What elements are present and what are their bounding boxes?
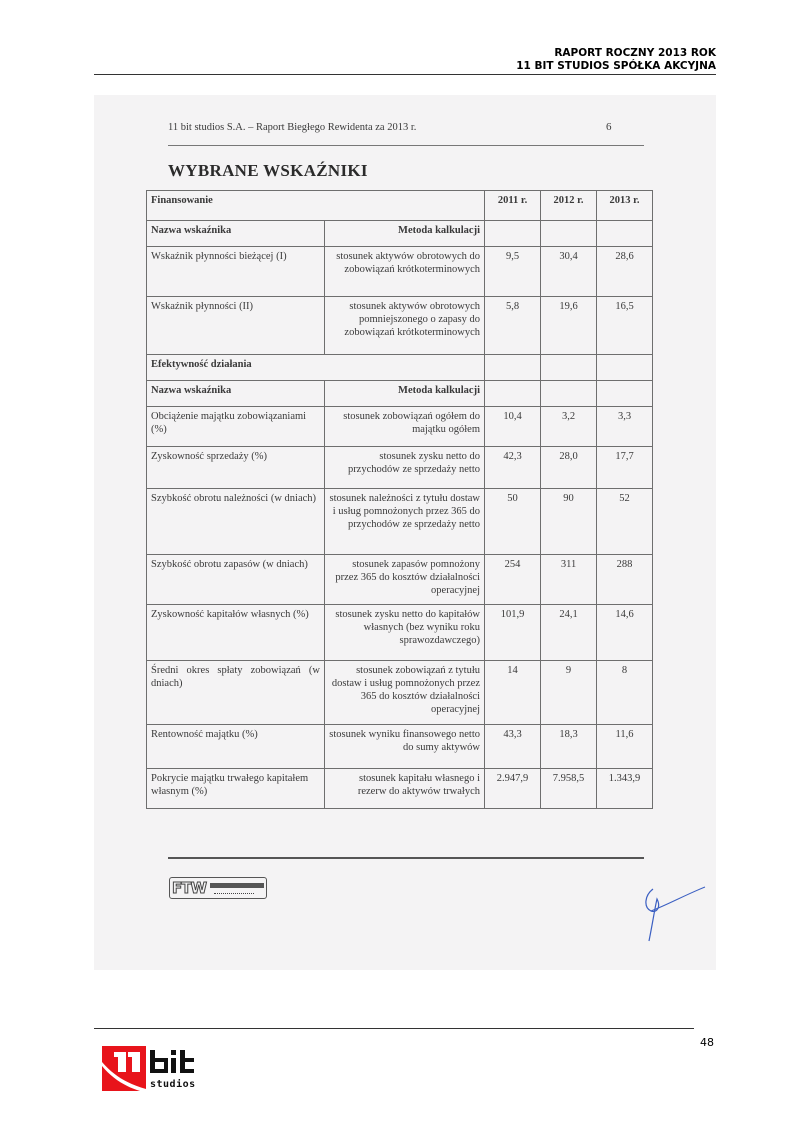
year-header: 2013 r. — [597, 191, 653, 221]
column-header-row — [147, 221, 653, 247]
indicator-name: Obciążenie majątku zobowiązaniami (%) — [147, 407, 325, 447]
column-header-method: Metoda kalkulacji — [325, 381, 485, 407]
section-title: Finansowanie — [147, 191, 485, 221]
indicator-method: stosunek aktywów obrotowych do zobowiązań krótkoterminowych — [325, 247, 485, 297]
report-header-company: 11 BIT STUDIOS SPÓŁKA AKCYJNA — [516, 60, 716, 72]
value-2012: 90 — [541, 489, 597, 555]
value-2013: 288 — [597, 555, 653, 605]
value-2013: 1.343,9 — [597, 769, 653, 809]
value-2012: 30,4 — [541, 247, 597, 297]
indicator-name: Zyskowność sprzedaży (%) — [147, 447, 325, 489]
auditor-logo — [169, 877, 267, 899]
value-2011: 10,4 — [485, 407, 541, 447]
footer-divider — [94, 1028, 694, 1029]
11bit-studios-logo — [102, 1046, 222, 1091]
value-2013: 11,6 — [597, 725, 653, 769]
scanned-auditor-page — [94, 95, 716, 970]
indicator-method: stosunek zysku netto do kapitałów własnych (bez wyniku roku sprawozdawczego) — [325, 605, 485, 661]
indicator-method: stosunek zysku netto do przychodów ze sprzedaży netto — [325, 447, 485, 489]
signature-icon — [639, 885, 709, 945]
value-2013: 52 — [597, 489, 653, 555]
table-row — [147, 407, 653, 447]
section-header-row — [147, 355, 653, 381]
column-header-method: Metoda kalkulacji — [325, 221, 485, 247]
indicator-method: stosunek kapitału własnego i rezerw do aktywów trwałych — [325, 769, 485, 809]
value-2011: 14 — [485, 661, 541, 725]
value-2012: 19,6 — [541, 297, 597, 355]
indicators-table — [146, 190, 653, 809]
indicator-name: Szybkość obrotu należności (w dniach) — [147, 489, 325, 555]
table-row — [147, 489, 653, 555]
value-2011: 43,3 — [485, 725, 541, 769]
table-row — [147, 661, 653, 725]
header-divider — [94, 74, 716, 75]
value-2012: 28,0 — [541, 447, 597, 489]
section-header-row — [147, 191, 653, 221]
auditor-logo-text: FTW — [172, 879, 207, 897]
indicator-method: stosunek należności z tytułu dostaw i usług pomnożonych przez 365 do przychodów ze sprzedaży netto — [325, 489, 485, 555]
value-2013: 16,5 — [597, 297, 653, 355]
scan-page-number: 6 — [606, 121, 612, 133]
value-2012: 24,1 — [541, 605, 597, 661]
indicator-name: Rentowność majątku (%) — [147, 725, 325, 769]
table-row — [147, 247, 653, 297]
value-2012: 9 — [541, 661, 597, 725]
value-2012: 3,2 — [541, 407, 597, 447]
indicator-method: stosunek zapasów pomnożony przez 365 do kosztów działalności operacyjnej — [325, 555, 485, 605]
value-2013: 17,7 — [597, 447, 653, 489]
indicator-method: stosunek aktywów obrotowych pomniejszonego o zapasy do zobowiązań krótkoterminowych — [325, 297, 485, 355]
indicator-name: Wskaźnik płynności bieżącej (I) — [147, 247, 325, 297]
table-row — [147, 297, 653, 355]
scan-running-title: 11 bit studios S.A. – Raport Biegłego Rewidenta za 2013 r. — [168, 122, 417, 133]
value-2012: 18,3 — [541, 725, 597, 769]
indicator-method: stosunek wyniku finansowego netto do sumy aktywów — [325, 725, 485, 769]
indicator-name: Średni okres spłaty zobowiązań (w dniach) — [147, 661, 325, 725]
table-row — [147, 769, 653, 809]
column-header-name: Nazwa wskaźnika — [147, 221, 325, 247]
indicator-name: Zyskowność kapitałów własnych (%) — [147, 605, 325, 661]
value-2011: 101,9 — [485, 605, 541, 661]
value-2011: 9,5 — [485, 247, 541, 297]
page-title: WYBRANE WSKAŹNIKI — [168, 161, 368, 180]
indicator-name: Szybkość obrotu zapasów (w dniach) — [147, 555, 325, 605]
year-header: 2011 r. — [485, 191, 541, 221]
indicator-method: stosunek zobowiązań z tytułu dostaw i usług pomnożonych przez 365 do kosztów działalności operacyjnej — [325, 661, 485, 725]
column-header-name: Nazwa wskaźnika — [147, 381, 325, 407]
year-header: 2012 r. — [541, 191, 597, 221]
value-2013: 28,6 — [597, 247, 653, 297]
section-title: Efektywność działania — [147, 355, 485, 381]
value-2013: 8 — [597, 661, 653, 725]
indicator-name: Pokrycie majątku trwałego kapitałem własnym (%) — [147, 769, 325, 809]
table-row — [147, 555, 653, 605]
logo-studios-text: studios — [150, 1079, 196, 1090]
page-number: 48 — [700, 1036, 714, 1049]
scan-footer-divider — [168, 857, 644, 859]
scan-header-divider — [168, 145, 644, 146]
indicator-name: Wskaźnik płynności (II) — [147, 297, 325, 355]
value-2012: 7.958,5 — [541, 769, 597, 809]
value-2011: 5,8 — [485, 297, 541, 355]
value-2013: 14,6 — [597, 605, 653, 661]
value-2012: 311 — [541, 555, 597, 605]
table-row — [147, 605, 653, 661]
indicator-method: stosunek zobowiązań ogółem do majątku ogółem — [325, 407, 485, 447]
report-header — [516, 47, 716, 73]
value-2011: 254 — [485, 555, 541, 605]
value-2011: 2.947,9 — [485, 769, 541, 809]
table-row — [147, 725, 653, 769]
value-2011: 50 — [485, 489, 541, 555]
table-row — [147, 447, 653, 489]
value-2013: 3,3 — [597, 407, 653, 447]
value-2011: 42,3 — [485, 447, 541, 489]
column-header-row — [147, 381, 653, 407]
report-header-title: RAPORT ROCZNY 2013 ROK — [554, 47, 716, 59]
